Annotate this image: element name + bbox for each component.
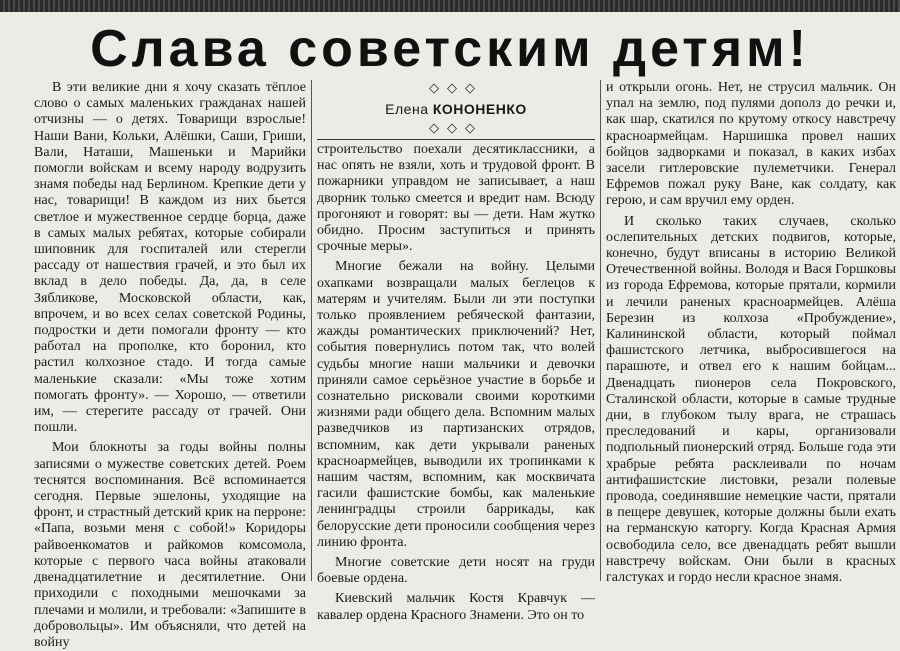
paragraph: В эти великие дни я хочу сказать тёплое слово о самых маленьких гражданах нашей отчизны — о детях. Товарищи взрослые! Наши Вани, Кольки, Алёшки, Саши, Гриши, Вали, Наташи, Машеньки и Марийки помогли войскам и всему народу водрузить знамя победы над Берлином. Крепкие дети у нас, товарищи! В каждом из них бьется светлое и мужественное сердце борца, даже в самых малых ребятах, которые собирали шиповник для госпиталей или стерегли рассаду от нашествия грачей, и это был их вклад в дело победы. Да, да, в селе Зябликове, Московской области, как, впрочем, и во всех селах советской Родины, подростки и дети помогали фронту — кто работал на прополке, кто боронил, кто растил колхозное стадо. И тогда самые маленькие сказали: «Мы тоже хотим помогать фронту». — Хорошо, — ответили им, — стерегите рассаду от грачей. Они пошли. (34, 80, 306, 436)
paragraph: И сколько таких случаев, сколько ослепительных детских подвигов, которые, конечно, будут вписаны в историю Великой Отечественной войны. Володя и Вася Горшковы из города Ефремова, которые прятали, кормили и лечили раненых красноармейцев. Алёша Березин из колхоза «Пробуждение», Калининской области, который поймал фашистского летчика, выбросившегося на парашюте, и отвел его к нашим бойцам... Двенадцать пионеров села Покровского, Сталинской области, которые в самые трудные дни, в глубоком тылу врага, не страшась преследований и кары, организовали подпольный пионерский отряд. Больше года эти храбрые ребята расклеивали по ночам антифашистские листовки, резали полевые провода, соединявшие немецкие части, прятали в пещере девушек, которые должны были ехать на германскую каторгу. Когда Красная Армия освободила село, все двенадцать ребят вышли навстречу войскам. Они были в красных галстуках и гордо несли красное знамя. (606, 213, 896, 586)
article-column-1 (34, 80, 306, 650)
paragraph: Многие советские дети носят на груди боевые ордена. (317, 555, 595, 587)
paragraph: Мои блокноты за годы войны полны записями о мужестве советских детей. Роем теснятся воспоминания. Всё вспоминается сегодня. Первые эшелоны, уходящие на фронт, и страстный детский крик на перроне: «Папа, возьми меня с собой!» Коридоры райвоенкоматов и райкомов комсомола, которые с первого часа войны атаковали двенадцатилетние и десятилетние. Они приходили с походными мешочками за плечами и молили, и требовали: «Запишите в добровольцы». Им объясняли, что детей на войну (34, 440, 306, 650)
article-column-2 (317, 142, 595, 623)
column-divider (600, 80, 601, 581)
paragraph: и открыли огонь. Нет, не струсил мальчик. Он упал на землю, под пулями дополз до речки и, как шар, скатился по крутому откосу навстречу красноармейцам. Наршишка провел наших бойцов задворками и показал, в каких избах засели гитлеровские пулеметчики. Генерал Ефремов пожал руку Ване, как солдату, как герою, и сам вручил ему орден. (606, 80, 896, 209)
article-column-3 (606, 80, 896, 586)
paragraph: Киевский мальчик Костя Кравчук — кавалер ордена Красного Знамени. Это он то (317, 591, 595, 623)
column-divider (311, 80, 312, 581)
author-surname: КОНОНЕНКО (432, 101, 527, 117)
article-headline: Слава советским детям! (90, 20, 810, 78)
paragraph: строительство поехали десятиклассники, а нас опять не взяли, хоть и трудовой фронт. В пожарники управдом не записывает, а наш дворник только смеется и вредит нам. Всюду прогоняют и говорят: вы — дети. Нам жутко обидно. Просим заступиться и принять срочные меры». (317, 142, 595, 255)
author-first-name: Елена (385, 101, 429, 117)
top-border-rule (0, 0, 900, 12)
ornament-diamonds-icon: ◇◇◇ (429, 81, 483, 96)
byline-rule (317, 139, 595, 140)
author-name (317, 98, 595, 120)
paragraph: Многие бежали на войну. Целыми охапками возвращали малых беглецов к матерям и учителям. Были ли эти поступки только проявлением ребяческой фантазии, жажды романтических приключений? Нет, события повернулись потом так, что волей судьбы многие наши мальчики и девочки приняли самое серьёзное участие в борьбе и сознательно рисковали своими короткими жизнями ради общего дела. Вспомним малых разведчиков из партизанских отрядов, вспомним, как дети укрывали раненых красноармейцев, выводили их тропинками к нашим частям, вспомним, как москвичата гасили фашистские бомбы, как маленькие ленинградцы строили баррикады, как белорусские дети проносили сообщения через линию фронта. (317, 259, 595, 550)
ornament-diamonds-icon: ◇◇◇ (429, 121, 483, 136)
byline (317, 80, 595, 140)
